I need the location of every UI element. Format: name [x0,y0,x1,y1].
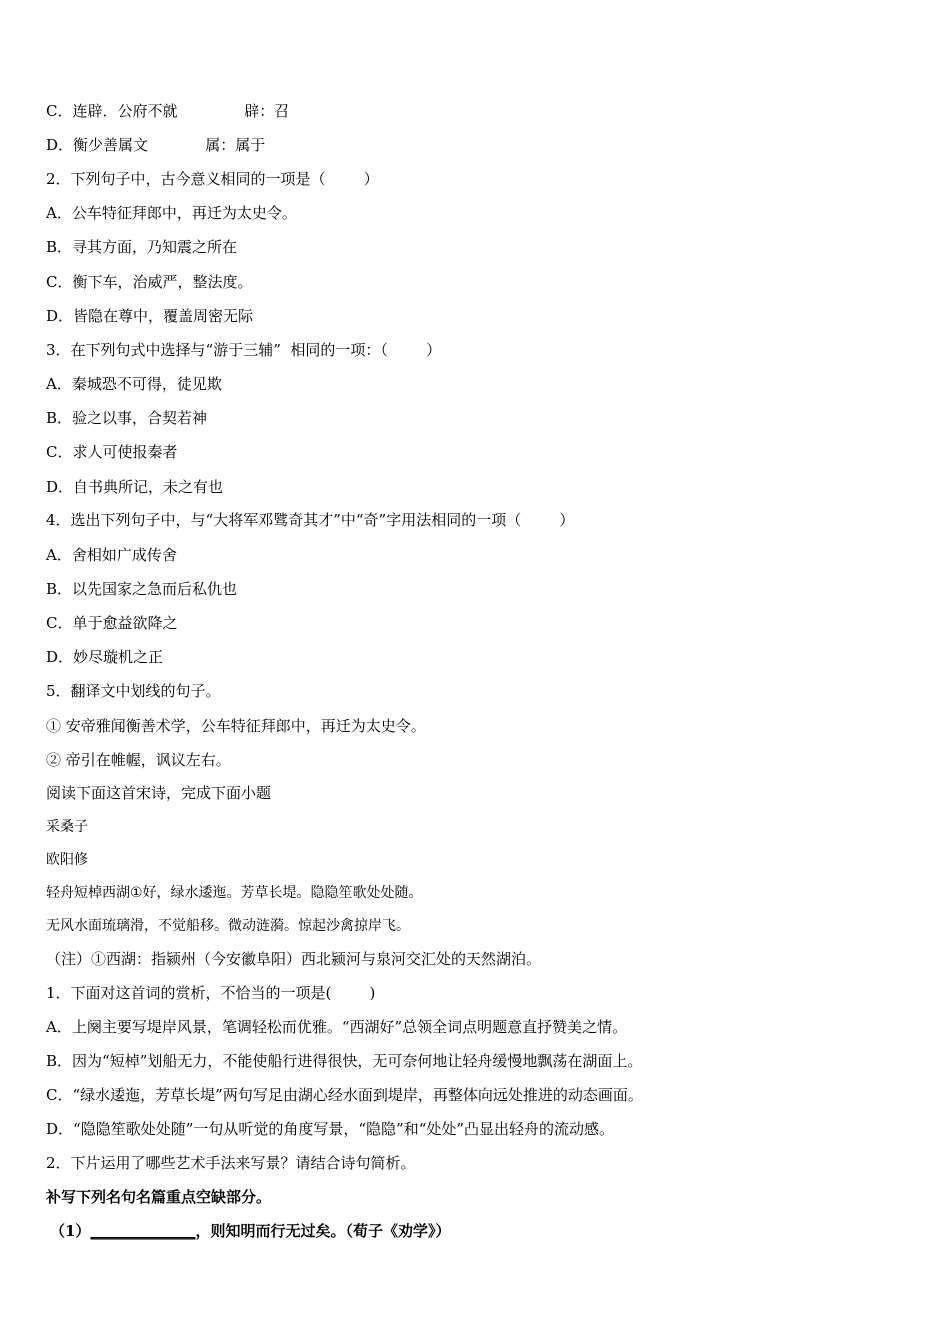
fill-section-heading: 补写下列名句名篇重点空缺部分。 [46,1188,272,1206]
option-c-q2: C．衡下车，治威严，整法度。 [46,273,253,291]
option-a-q4: A．舍相如广成传舍 [46,546,177,564]
question-3: 3．在下列句式中选择与“游于三辅” 相同的一项：（ ） [46,341,442,359]
fill-item-1 [50,1221,450,1241]
translate-item-2: ② 帝引在帷幄，讽议左右。 [46,751,231,769]
reading-instruction: 阅读下面这首宋诗，完成下面小题 [46,784,272,802]
option-b-q3: B．验之以事，合契若神 [46,409,208,427]
poem-option-d: D．“隐隐笙歌处处随”一句从听觉的角度写景，“隐隐”和“处处”凸显出轻舟的流动感。 [46,1120,615,1138]
poem-question-1: 1．下面对这首词的赏析，不恰当的一项是( ) [46,984,376,1002]
fill-item-text: ，则知明而行无过矣。（荀子《劝学》） [195,1222,451,1240]
translate-item-1: ① 安帝雅闻衡善术学，公车特征拜郎中，再迁为太史令。 [46,717,426,735]
poem-line-1: 轻舟短棹西湖①好，绿水逶迤。芳草长堤。隐隐笙歌处处随。 [46,885,423,901]
poem-question-2: 2．下片运用了哪些艺术手法来写景？请结合诗句简析。 [46,1154,416,1172]
question-5: 5．翻译文中划线的句子。 [46,682,221,700]
poem-note: （注）①西湖：指颍州（今安徽阜阳）西北颍河与泉河交汇处的天然湖泊。 [46,950,542,968]
option-c-q4: C．单于愈益欲降之 [46,614,178,632]
option-d-q1: D．衡少善属文 属：属于 [46,136,266,154]
option-a-q2: A．公车特征拜郎中，再迁为太史令。 [46,204,297,222]
option-d-q2: D．皆隐在尊中，覆盖周密无际 [46,307,254,325]
poem-option-c: C．“绿水逶迤，芳草长堤”两句写足由湖心经水面到堤岸，再整体向远处推进的动态画面。 [46,1086,643,1104]
option-a-q3: A．秦城恐不可得，徒见欺 [46,375,222,393]
fill-item-number: （1） [50,1222,91,1240]
poem-title: 采桑子 [46,819,88,835]
option-c-q1: C．连辟．公府不就 辟：召 [46,102,290,120]
fill-item-blank[interactable]: ______________ [90,1222,196,1240]
poem-option-b: B．因为“短棹”划船无力，不能使船行进得很快，无可奈何地让轻舟缓慢地飘荡在湖面上。 [46,1052,643,1070]
poem-author: 欧阳修 [46,852,88,868]
question-2: 2．下列句子中，古今意义相同的一项是（ ） [46,170,379,188]
option-c-q3: C．求人可使报秦者 [46,443,178,461]
option-b-q4: B．以先国家之急而后私仇也 [46,580,238,598]
question-4: 4．选出下列句子中，与“大将军邓骘奇其才”中“奇”字用法相同的一项（ ） [46,511,575,529]
poem-option-a: A．上阕主要写堤岸风景，笔调轻松而优雅。“西湖好”总领全词点明题意直抒赞美之情。 [46,1018,628,1036]
option-d-q3: D．自书典所记，未之有也 [46,478,224,496]
option-d-q4: D．妙尽璇机之正 [46,648,164,666]
option-b-q2: B．寻其方面，乃知震之所在 [46,238,238,256]
poem-line-2: 无风水面琉璃滑，不觉船移。微动涟漪。惊起沙禽掠岸飞。 [46,918,410,934]
